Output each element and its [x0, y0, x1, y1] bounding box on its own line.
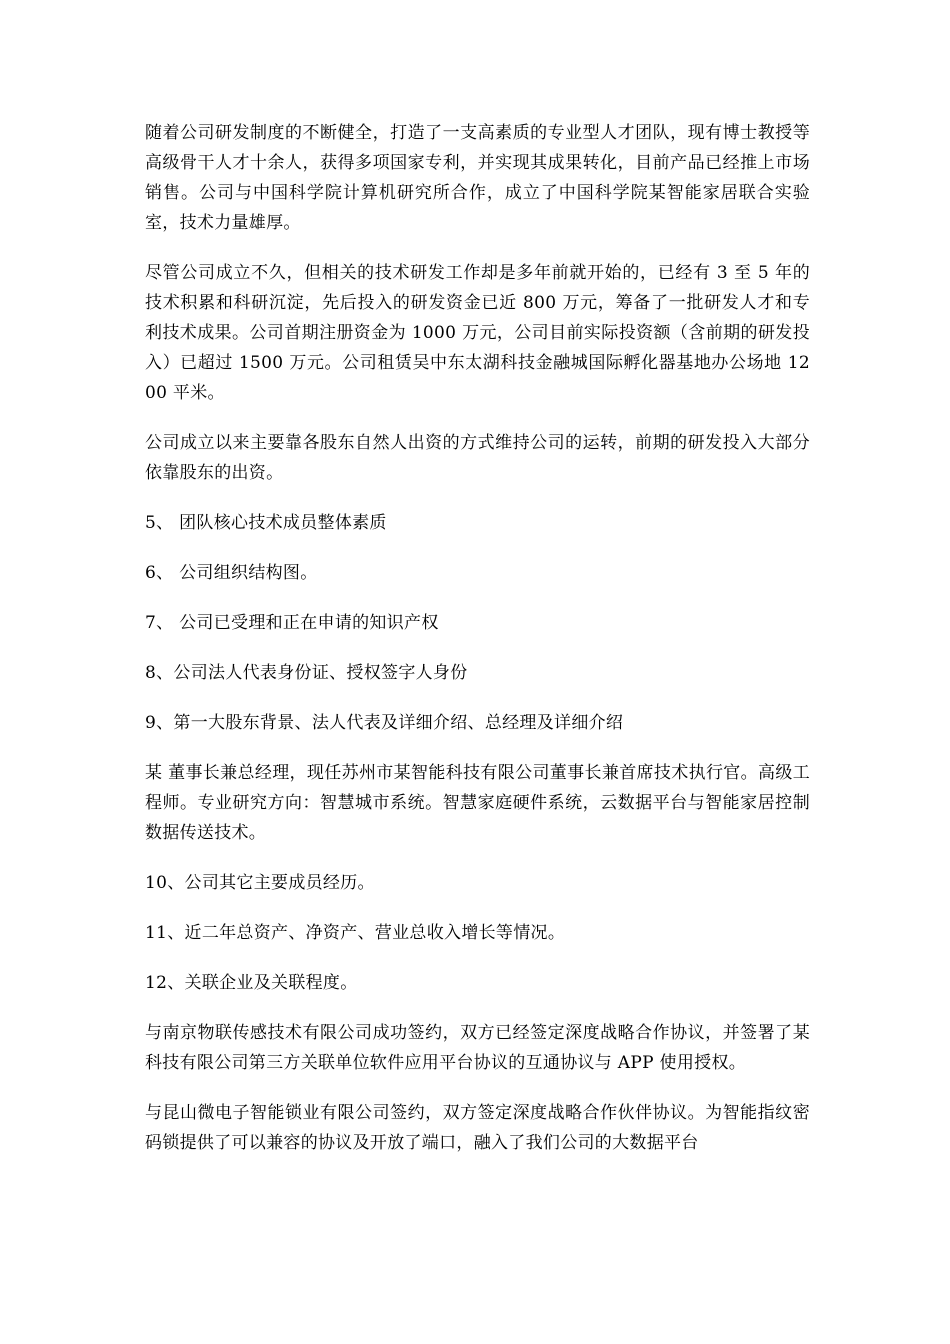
paragraph-nanjing-partner: 与南京物联传感技术有限公司成功签约，双方已经签定深度战略合作协议，并签署了某科技有限公司第三方关联单位软件应用平台协议的互通协议与 APP 使用授权。 — [145, 1023, 810, 1073]
list-item-11: 11、近二年总资产、净资产、营业总收入增长等情况。 — [145, 923, 566, 943]
paragraph-kunshan-partner: 与昆山微电子智能锁业有限公司签约，双方签定深度战略合作伙伴协议。为智能指纹密码锁提供了可以兼容的协议及开放了端口，融入了我们公司的大数据平台 — [145, 1103, 810, 1153]
list-item-8: 8、公司法人代表身份证、授权签字人身份 — [145, 663, 468, 683]
list-item-12: 12、关联企业及关联程度。 — [145, 973, 358, 993]
list-item-10: 10、公司其它主要成员经历。 — [145, 873, 375, 893]
document-body — [145, 118, 810, 1178]
paragraph-team-overview: 随着公司研发制度的不断健全，打造了一支高素质的专业型人才团队，现有博士教授等高级骨干人才十余人，获得多项国家专利，并实现其成果转化，目前产品已经推上市场销售。公司与中国科学院计算机研究所合作，成立了中国科学院某智能家居联合实验室，技术力量雄厚。 — [145, 123, 810, 233]
paragraph-investment: 尽管公司成立不久，但相关的技术研发工作却是多年前就开始的，已经有 3 至 5 年的技术积累和科研沉淀，先后投入的研发资金已近 800 万元，筹备了一批研发人才和专利技术成果。公司首期注册资金为 1000 万元，公司目前实际投资额（含前期的研发投入）已超过 1500 万元。公司租赁吴中东太湖科技金融城国际孵化器基地办公场地 1200 平米。 — [145, 263, 810, 403]
paragraph-chairman: 某 董事长兼总经理，现任苏州市某智能科技有限公司董事长兼首席技术执行官。高级工程师。专业研究方向：智慧城市系统。智慧家庭硬件系统，云数据平台与智能家居控制数据传送技术。 — [145, 763, 810, 843]
list-item-7: 7、 公司已受理和正在申请的知识产权 — [145, 613, 439, 633]
list-item-6: 6、 公司组织结构图。 — [145, 563, 318, 583]
paragraph-funding: 公司成立以来主要靠各股东自然人出资的方式维持公司的运转，前期的研发投入大部分依靠股东的出资。 — [145, 433, 810, 483]
list-item-5: 5、 团队核心技术成员整体素质 — [145, 513, 387, 533]
list-item-9: 9、第一大股东背景、法人代表及详细介绍、总经理及详细介绍 — [145, 713, 624, 733]
